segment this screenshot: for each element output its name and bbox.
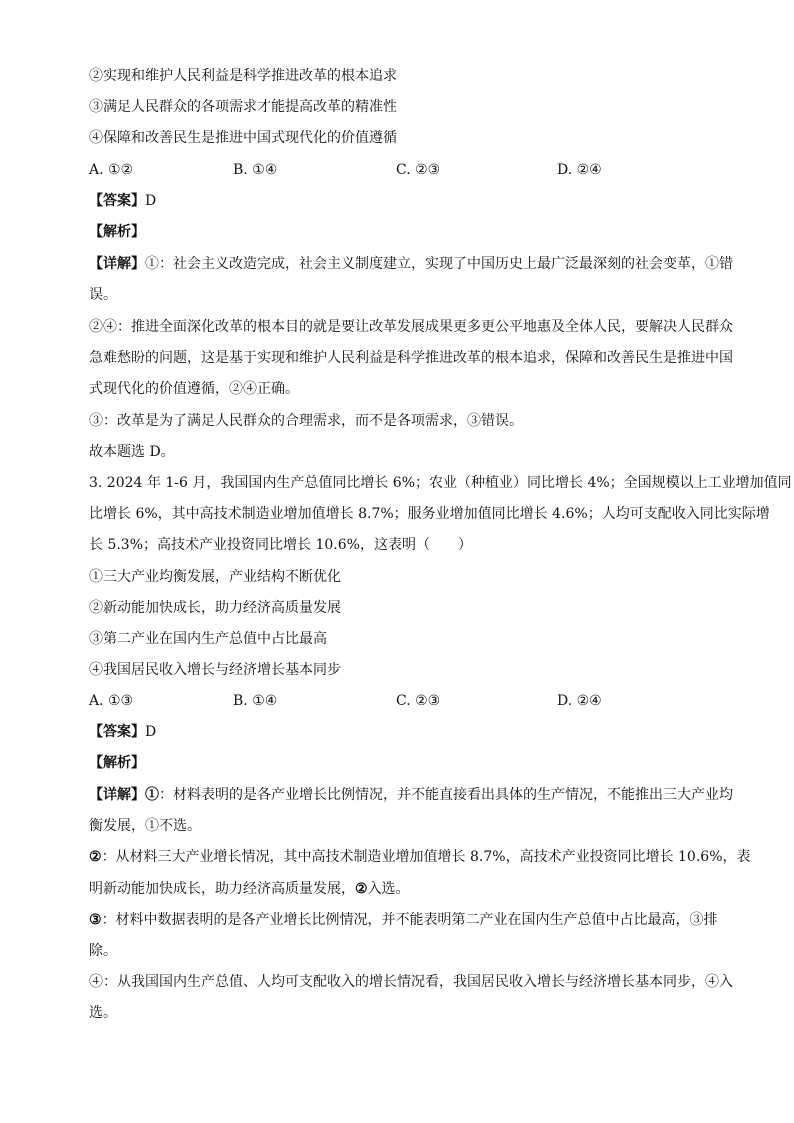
q3-detail-label: 【详解】: [89, 787, 145, 803]
q3-detail-1-cont: 衡发展，①不选。: [89, 818, 201, 834]
q3-item-1: ①三大产业均衡发展，产业结构不断优化: [89, 569, 341, 585]
q2-detail-2c: 式现代化的价值遵循，②④正确。: [89, 381, 299, 397]
q2-detail-3: ③：改革是为了满足人民群众的合理需求，而不是各项需求，③错误。: [89, 413, 523, 429]
q2-answer-label: 【答案】: [89, 193, 145, 209]
q2-detail-1-text: ①：社会主义改造完成，社会主义制度建立，实现了中国历史上最广泛最深刻的社会变革，①错: [145, 256, 733, 272]
q3-detail-1: [89, 785, 733, 805]
q3-detail-3-cont: 除。: [89, 943, 117, 959]
q2-answer: [89, 191, 156, 211]
q3-answer: [89, 722, 156, 742]
q3-detail-2-cont-mark: ②: [355, 881, 368, 897]
q2-detail-2b: 急难愁盼的问题，这是基于实现和维护人民利益是科学推进改革的根本追求，保障和改善民生是推进中国: [89, 350, 733, 366]
q3-answer-value: D: [145, 724, 157, 740]
q3-option-a: A. ①③: [89, 693, 134, 709]
q2-detail-1: [89, 254, 733, 274]
q3-stem-1: 3. 2024 年 1-6 月，我国国内生产总值同比增长 6%；农业（种植业）同比增长 4%；全国规模以上工业增加值同: [89, 475, 792, 491]
q2-option-b: B. ①④: [233, 162, 278, 178]
q2-analysis-label: 【解析】: [89, 224, 145, 240]
q3-detail-3-text: ：材料中数据表明的是各产业增长比例情况，并不能表明第二产业在国内生产总值中占比最高，③排: [101, 912, 718, 928]
q2-option-d: D. ②④: [557, 162, 602, 178]
q3-option-b: B. ①④: [233, 693, 278, 709]
q3-option-d: D. ②④: [557, 693, 602, 709]
q2-detail-label: 【详解】: [89, 256, 145, 272]
q3-detail-1-text: ：材料表明的是各产业增长比例情况，并不能直接看出具体的生产情况，不能推出三大产业均: [159, 787, 733, 803]
q3-stem-3: 长 5.3%；高技术产业投资同比增长 10.6%，这表明（ ）: [89, 537, 472, 553]
q3-detail-2-mark: ②: [89, 849, 102, 865]
q2-detail-2a: ②④：推进全面深化改革的根本目的就是要让改革发展成果更多更公平地惠及全体人民，要解决人民群众: [89, 319, 733, 335]
q2-conclusion: 故本题选 D。: [89, 444, 175, 460]
q3-detail-1-mark: ①: [145, 787, 159, 803]
q3-detail-2-cont-end: 入选。: [367, 881, 410, 897]
q3-detail-4: ④：从我国国内生产总值、人均可支配收入的增长情况看，我国居民收入增长与经济增长基本同步，④入: [89, 974, 733, 990]
q2-item-2: ②实现和维护人民利益是科学推进改革的根本追求: [89, 68, 397, 84]
q3-item-4: ④我国居民收入增长与经济增长基本同步: [89, 662, 341, 678]
q3-analysis-label: 【解析】: [89, 755, 145, 771]
q3-detail-2-cont-text: 明新动能加快成长，助力经济高质量发展，: [89, 881, 355, 897]
q3-detail-3: [89, 910, 718, 930]
q2-option-a: A. ①②: [89, 162, 134, 178]
q3-detail-3-mark: ③: [89, 912, 102, 928]
q2-detail-1-cont: 误。: [89, 287, 117, 303]
q3-option-c: C. ②③: [396, 693, 441, 709]
q2-item-4: ④保障和改善民生是推进中国式现代化的价值遵循: [89, 130, 397, 146]
q3-item-2: ②新动能加快成长，助力经济高质量发展: [89, 600, 341, 616]
q3-answer-label: 【答案】: [89, 724, 145, 740]
q3-detail-2: [89, 847, 751, 867]
q3-stem-2: 比增长 6%，其中高技术制造业增加值增长 8.7%；服务业增加值同比增长 4.6%；人均可支配收入同比实际增: [89, 506, 770, 522]
q2-answer-value: D: [145, 193, 157, 209]
q3-detail-4-cont: 选。: [89, 1005, 117, 1021]
q2-option-c: C. ②③: [396, 162, 441, 178]
q2-item-3: ③满足人民群众的各项需求才能提高改革的精准性: [89, 99, 397, 115]
q3-detail-2-text: ：从材料三大产业增长情况，其中高技术制造业增加值增长 8.7%，高技术产业投资同比增长 10.6%，表: [101, 849, 751, 865]
q3-detail-2-cont: [89, 879, 410, 899]
q3-item-3: ③第二产业在国内生产总值中占比最高: [89, 631, 327, 647]
